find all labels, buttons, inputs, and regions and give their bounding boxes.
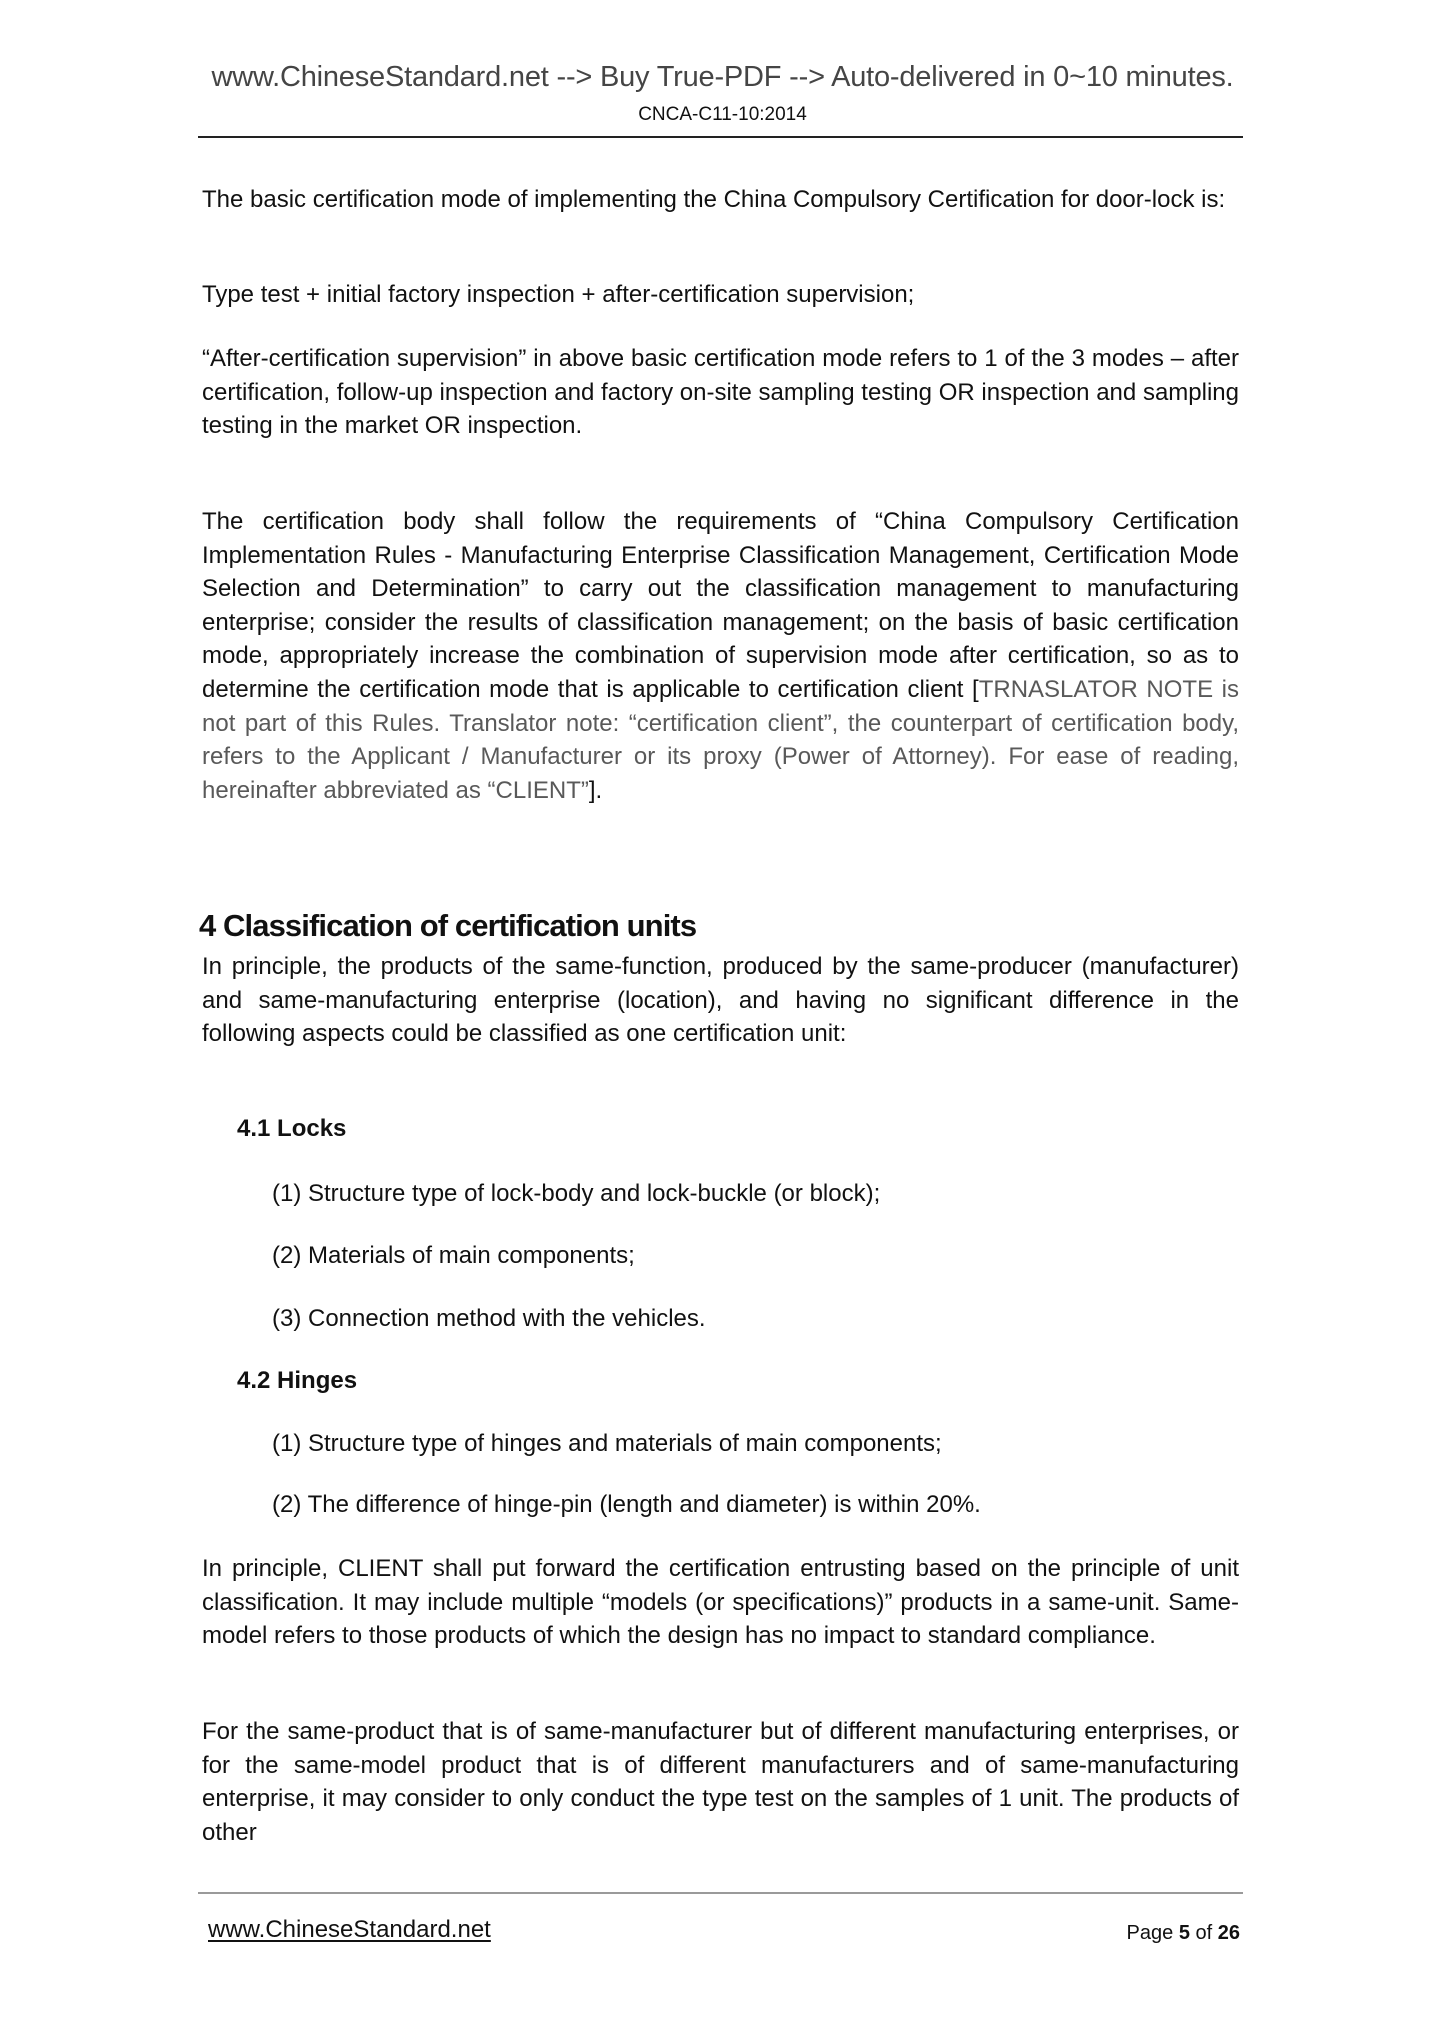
list-item: (1) Structure type of hinges and materials of main components; xyxy=(272,1430,942,1457)
site-banner: www.ChineseStandard.net --> Buy True-PDF --> Auto-delivered in 0~10 minutes. xyxy=(211,61,1234,93)
section-intro: In principle, the products of the same-function, produced by the same-producer (manufacturer) and same-manufacturing enterprise (location), and having no significant difference in the following aspects could be classified as one certification unit: xyxy=(202,953,1239,1048)
header-divider xyxy=(198,136,1243,138)
list-item: (2) Materials of main components; xyxy=(272,1242,635,1269)
subsection-heading-hinges: 4.2 Hinges xyxy=(237,1367,358,1394)
note-open-bracket: [ xyxy=(972,675,979,703)
note-close-bracket: ]. xyxy=(588,776,603,804)
list-item: (1) Structure type of lock-body and lock-buckle (or block); xyxy=(272,1180,881,1207)
page-indicator xyxy=(1127,1920,1240,1946)
paragraph-certification-mode: The basic certification mode of implementing the China Compulsory Certification for door-lock is: xyxy=(202,186,1226,213)
paragraph-certification-body xyxy=(202,505,1239,807)
list-item: (2) The difference of hinge-pin (length and diameter) is within 20%. xyxy=(272,1491,981,1518)
subsection-heading-locks: 4.1 Locks xyxy=(237,1115,347,1142)
section-heading: 4 Classification of certification units xyxy=(199,908,697,943)
translator-note: TRNASLATOR NOTE is not part of this Rules. Translator note: “certification client”, the counterpart of certification body, refers to the Applicant / Manufacturer or its proxy (Power of Attorney). For ease of reading, hereinafter abbreviated as “CLIENT” xyxy=(202,675,1239,804)
footer-divider xyxy=(198,1892,1243,1894)
list-item: (3) Connection method with the vehicles. xyxy=(272,1305,706,1332)
paragraph-client-entrusting: In principle, CLIENT shall put forward the certification entrusting based on the principle of unit classification. It may include multiple “models (or specifications)” products in a same-unit. Same-model refers to those products of which the design has no impact to standard compliance. xyxy=(202,1555,1239,1650)
paragraph-main-text: The certification body shall follow the requirements of “China Compulsory Certification Implementation Rules - Manufacturing Enterprise Classification Management, Certification Mode Selection and Determination” to carry out the classification management to manufacturing enterprise; consider the results of classification management; on the basis of basic certification mode, appropriately increase the combination of supervision mode after certification, so as to determine the certification mode that is applicable to certification client xyxy=(202,508,1239,703)
current-page-number: 5 xyxy=(1178,1922,1190,1944)
page-word: Page xyxy=(1126,1922,1174,1944)
total-page-count: 26 xyxy=(1217,1922,1240,1944)
document-code: CNCA-C11-10:2014 xyxy=(638,104,807,125)
paragraph-same-product: For the same-product that is of same-manufacturer but of different manufacturing enterprises, or for the same-model product that is of different manufacturers and of same-manufacturing enterprise, it may consider to only conduct the type test on the samples of 1 unit. The products of other xyxy=(202,1718,1239,1846)
paragraph-after-certification: “After-certification supervision” in above basic certification mode refers to 1 of the 3 modes – after certification, follow-up inspection and factory on-site sampling testing OR inspection and sampling testing in the market OR inspection. xyxy=(202,345,1239,440)
of-word: of xyxy=(1195,1922,1213,1944)
footer-website-link[interactable]: www.ChineseStandard.net xyxy=(208,1916,491,1943)
paragraph-mode-formula: Type test + initial factory inspection + after-certification supervision; xyxy=(202,281,915,308)
